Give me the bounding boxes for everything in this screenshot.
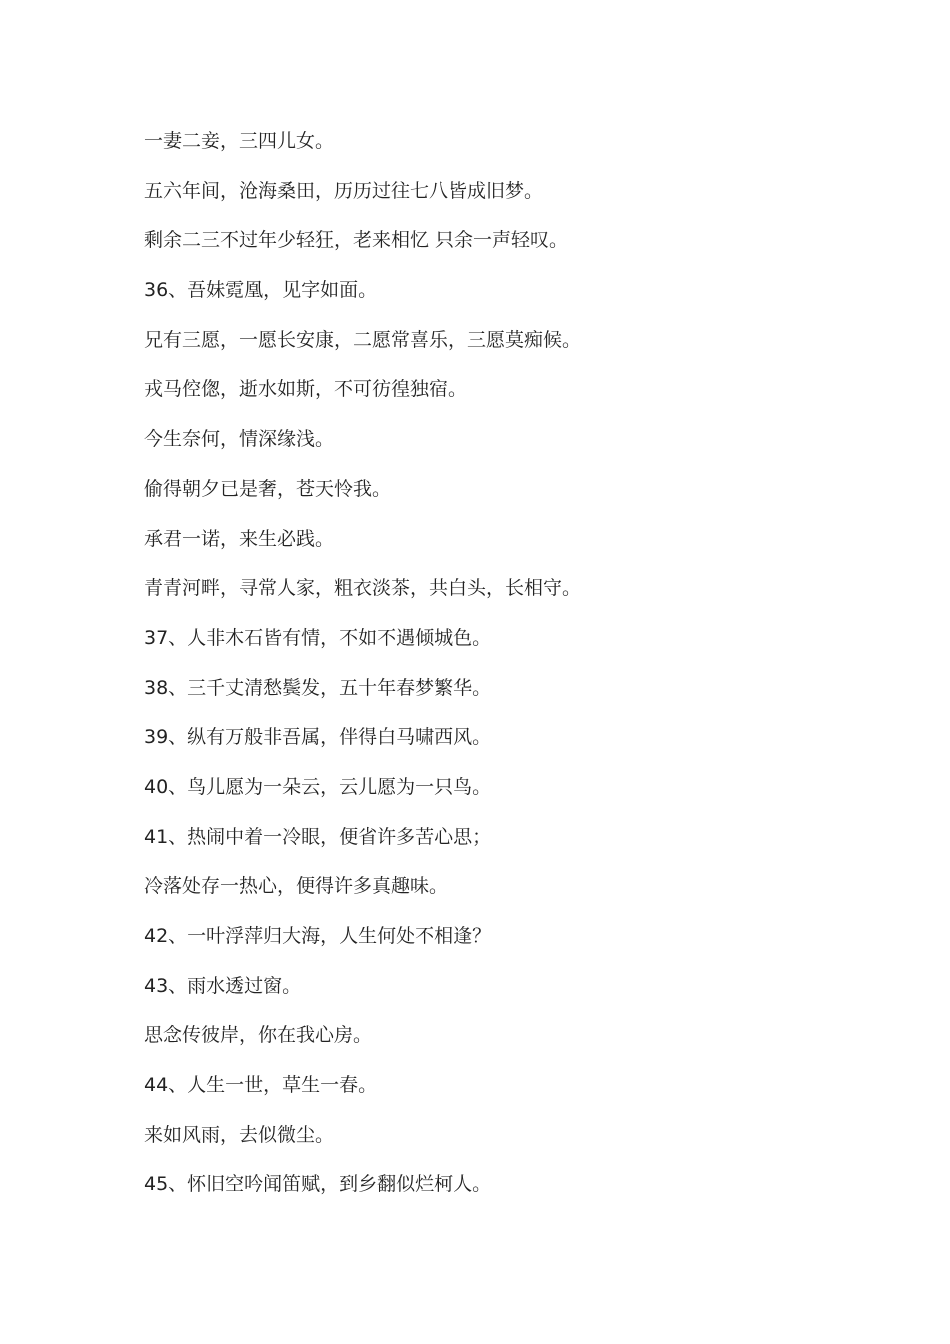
text-line: 戎马倥偬，逝水如斯，不可彷徨独宿。 (144, 378, 468, 401)
text-line: 42、一叶浮萍归大海，人生何处不相逢？ (144, 925, 492, 947)
text-line: 思念传彼岸，你在我心房。 (144, 1024, 373, 1047)
text-line: 43、雨水透过窗。 (144, 974, 302, 997)
text-line: 40、鸟儿愿为一朵云，云儿愿为一只鸟。 (144, 775, 492, 798)
text-line: 38、三千丈清愁鬓发，五十年春梦繁华。 (144, 676, 492, 699)
text-line: 承君一诺，来生必践。 (144, 527, 335, 550)
text-line: 一妻二妾，三四儿女。 (144, 130, 335, 152)
text-line: 今生奈何，情深缘浅。 (144, 428, 335, 451)
text-body (144, 126, 904, 1219)
text-line: 冷落处存一热心，便得许多真趣味。 (144, 875, 449, 898)
text-line: 45、怀旧空吟闻笛赋，到乡翻似烂柯人。 (144, 1173, 492, 1196)
text-line: 剩余二三不过年少轻狂，老来相忆 只余一声轻叹。 (144, 229, 569, 252)
text-line: 青青河畔，寻常人家，粗衣淡茶，共白头，长相守。 (144, 577, 582, 600)
text-line: 44、人生一世，草生一春。 (144, 1074, 378, 1097)
text-line: 来如风雨，去似微尘。 (144, 1123, 335, 1146)
text-line: 41、热闹中着一冷眼，便省许多苦心思； (144, 825, 492, 848)
text-line: 39、纵有万般非吾属，伴得白马啸西风。 (144, 726, 492, 749)
text-line: 36、吾妹霓凰，见字如面。 (144, 279, 378, 302)
text-line: 37、人非木石皆有情，不如不遇倾城色。 (144, 626, 492, 649)
text-line: 五六年间，沧海桑田，历历过往七八皆成旧梦。 (144, 179, 544, 202)
text-line: 兄有三愿，一愿长安康，二愿常喜乐，三愿莫痴候。 (144, 328, 582, 351)
text-line: 偷得朝夕已是奢，苍天怜我。 (144, 477, 392, 500)
